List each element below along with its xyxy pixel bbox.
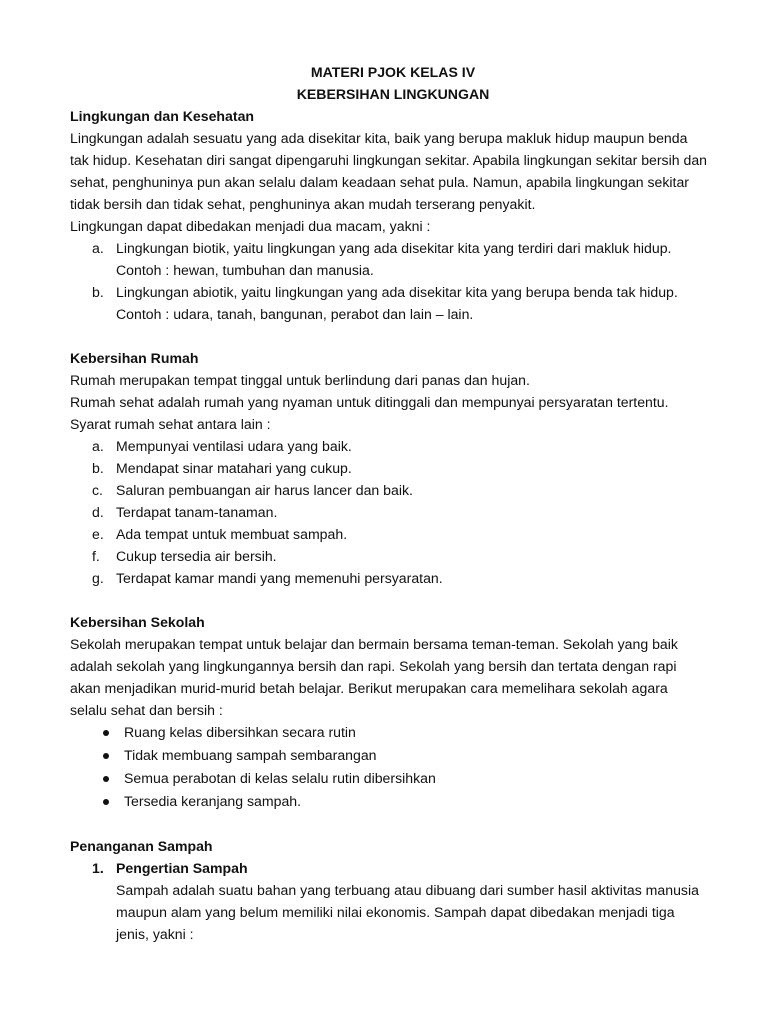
alpha-list	[70, 237, 708, 325]
alpha-list	[70, 435, 708, 589]
list-item-text: Ruang kelas dibersihkan secara rutin	[124, 724, 356, 740]
bullet-icon	[103, 776, 109, 782]
list-item	[70, 523, 708, 545]
paragraph: Sekolah merupakan tempat untuk belajar dan bermain bersama teman-teman. Sekolah yang baik adalah sekolah yang lingkungannya bersih dan rapi. Sekolah yang bersih dan tertata dengan rapi akan menjadikan murid-murid betah belajar. Berikut merupakan cara memelihara sekolah agara selalu sehat dan bersih :	[70, 636, 678, 718]
section-heading: Lingkungan dan Kesehatan	[70, 108, 255, 124]
list-item	[70, 767, 708, 790]
list-item	[70, 545, 708, 567]
document-subtitle: KEBERSIHAN LINGKUNGAN	[296, 86, 490, 102]
list-item	[70, 790, 708, 813]
list-item	[70, 237, 708, 281]
list-item	[70, 501, 708, 523]
list-item	[70, 721, 708, 744]
section-heading: Kebersihan Rumah	[70, 350, 199, 366]
list-item-text: Mempunyai ventilasi udara yang baik.	[116, 438, 352, 454]
document-title: MATERI PJOK KELAS IV	[310, 64, 476, 80]
list-item	[70, 435, 708, 457]
section-sampah	[70, 835, 708, 945]
list-item	[70, 457, 708, 479]
list-marker: f.	[92, 548, 100, 564]
list-item-text: Sampah adalah suatu bahan yang terbuang atau dibuang dari sumber hasil aktivitas manusia maupun alam yang belum memiliki nilai ekonomis. Sampah dapat dibedakan menjadi tiga jenis, yakni :	[116, 882, 699, 942]
list-item-text: Ada tempat untuk membuat sampah.	[116, 526, 348, 542]
list-marker: g.	[92, 570, 104, 586]
bullet-list	[70, 721, 708, 813]
paragraph: Rumah merupakan tempat tinggal untuk berlindung dari panas dan hujan.	[70, 372, 530, 388]
paragraph: Lingkungan adalah sesuatu yang ada disekitar kita, baik yang berupa makluk hidup maupun benda tak hidup. Kesehatan diri sangat dipengaruhi lingkungan sekitar. Apabila lingkungan sekitar bersih dan sehat, penghuninya pun akan selalu dalam keadaan sehat pula. Namun, apabila lingkungan sekitar tidak bersih dan tidak sehat, penghuninya akan mudah terserang penyakit.	[70, 130, 708, 212]
paragraph: Rumah sehat adalah rumah yang nyaman untuk ditinggali dan mempunyai persyaratan tertentu.	[70, 394, 669, 410]
document-title-block	[70, 61, 708, 105]
list-item	[70, 744, 708, 767]
section-heading: Penanganan Sampah	[70, 838, 213, 854]
list-item-text: Terdapat tanam-tanaman.	[116, 504, 278, 520]
section-heading: Kebersihan Sekolah	[70, 614, 205, 630]
list-item-text: Mendapat sinar matahari yang cukup.	[116, 460, 352, 476]
list-item	[70, 281, 708, 325]
list-item-example: Contoh : hewan, tumbuhan dan manusia.	[116, 262, 374, 278]
list-item	[70, 857, 708, 945]
subsection-title: Pengertian Sampah	[116, 860, 248, 876]
list-item-text: Cukup tersedia air bersih.	[116, 548, 277, 564]
section-lingkungan	[70, 105, 708, 325]
section-sekolah	[70, 611, 708, 813]
bullet-icon	[103, 730, 109, 736]
numbered-list	[70, 857, 708, 945]
list-marker: e.	[92, 526, 104, 542]
list-item-text: Semua perabotan di kelas selalu rutin dibersihkan	[124, 770, 436, 786]
list-item-text: Terdapat kamar mandi yang memenuhi persyaratan.	[116, 570, 443, 586]
list-item-text: Tidak membuang sampah sembarangan	[124, 747, 377, 763]
list-item-text: Lingkungan biotik, yaitu lingkungan yang ada disekitar kita yang terdiri dari makluk hidup.	[116, 240, 672, 256]
list-marker: c.	[92, 482, 103, 498]
list-marker: b.	[92, 284, 104, 300]
list-item	[70, 479, 708, 501]
list-item	[70, 567, 708, 589]
bullet-icon	[103, 799, 109, 805]
list-item-text: Tersedia keranjang sampah.	[124, 793, 302, 809]
list-item-example: Contoh : udara, tanah, bangunan, perabot dan lain – lain.	[116, 306, 474, 322]
list-marker: b.	[92, 460, 104, 476]
list-marker: 1.	[92, 860, 104, 876]
list-marker: d.	[92, 504, 104, 520]
bullet-icon	[103, 753, 109, 759]
list-item-text: Saluran pembuangan air harus lancer dan baik.	[116, 482, 413, 498]
paragraph: Syarat rumah sehat antara lain :	[70, 416, 271, 432]
list-marker: a.	[92, 438, 104, 454]
list-marker: a.	[92, 240, 104, 256]
section-rumah	[70, 347, 708, 589]
list-item-text: Lingkungan abiotik, yaitu lingkungan yang ada disekitar kita yang berupa benda tak hidup.	[116, 284, 678, 300]
paragraph: Lingkungan dapat dibedakan menjadi dua macam, yakni :	[70, 218, 431, 234]
